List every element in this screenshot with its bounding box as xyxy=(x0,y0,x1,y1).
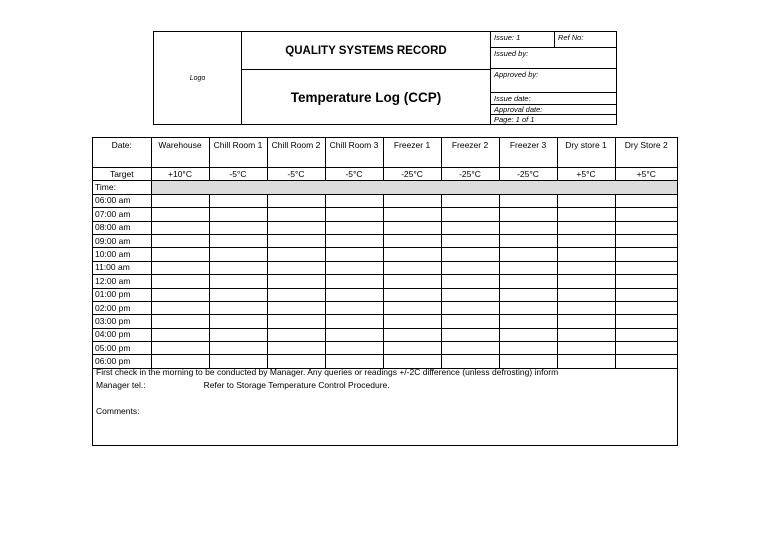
reading-cell[interactable] xyxy=(151,261,209,274)
reading-cell[interactable] xyxy=(615,328,677,341)
reading-cell[interactable] xyxy=(267,248,325,261)
reading-cell[interactable] xyxy=(615,261,677,274)
reading-cell[interactable] xyxy=(383,194,441,207)
reading-cell[interactable] xyxy=(151,342,209,355)
reading-cell[interactable] xyxy=(151,208,209,221)
reading-cell[interactable] xyxy=(557,342,615,355)
ref-no-field: Ref No: xyxy=(554,32,617,48)
comments-label: Comments: xyxy=(96,406,140,416)
logo-label: Logo xyxy=(189,74,206,82)
time-cell: 06:00 am xyxy=(93,194,151,207)
reading-cell[interactable] xyxy=(209,301,267,314)
procedure-reference: Refer to Storage Temperature Control Procedure. xyxy=(203,380,390,390)
table-row xyxy=(93,221,677,234)
document-meta xyxy=(490,32,616,124)
document-header xyxy=(153,31,617,125)
time-cell: 11:00 am xyxy=(93,261,151,274)
target-value: -5°C xyxy=(267,168,325,181)
reading-cell[interactable] xyxy=(499,208,557,221)
table-row xyxy=(93,288,677,301)
target-value: +5°C xyxy=(557,168,615,181)
reading-cell[interactable] xyxy=(499,221,557,234)
reading-cell[interactable] xyxy=(615,208,677,221)
reading-cell[interactable] xyxy=(383,248,441,261)
notes-section xyxy=(93,366,677,418)
reading-cell[interactable] xyxy=(615,301,677,314)
log-grid xyxy=(93,138,677,369)
reading-cell[interactable] xyxy=(325,194,383,207)
reading-cell[interactable] xyxy=(209,275,267,288)
reading-cell[interactable] xyxy=(383,301,441,314)
column-header: Freezer 2 xyxy=(441,138,499,168)
reading-cell[interactable] xyxy=(267,234,325,247)
manager-tel-label: Manager tel.: xyxy=(96,380,146,390)
reading-cell[interactable] xyxy=(499,261,557,274)
reading-cell[interactable] xyxy=(209,261,267,274)
time-cell: 05:00 pm xyxy=(93,342,151,355)
table-row xyxy=(93,342,677,355)
date-label: Date: xyxy=(93,138,151,168)
reading-cell[interactable] xyxy=(209,208,267,221)
reading-cell[interactable] xyxy=(325,261,383,274)
reading-cell[interactable] xyxy=(557,248,615,261)
reading-cell[interactable] xyxy=(615,194,677,207)
reading-cell[interactable] xyxy=(615,342,677,355)
reading-cell[interactable] xyxy=(383,275,441,288)
reading-cell[interactable] xyxy=(267,288,325,301)
table-row xyxy=(93,194,677,207)
reading-cell[interactable] xyxy=(557,301,615,314)
reading-cell[interactable] xyxy=(151,315,209,328)
reading-cell[interactable] xyxy=(383,234,441,247)
target-value: +5°C xyxy=(615,168,677,181)
table-row xyxy=(93,328,677,341)
reading-cell[interactable] xyxy=(267,194,325,207)
table-row xyxy=(93,301,677,314)
table-row xyxy=(93,234,677,247)
reading-cell[interactable] xyxy=(441,208,499,221)
time-cell: 07:00 am xyxy=(93,208,151,221)
reading-cell[interactable] xyxy=(383,261,441,274)
record-title: QUALITY SYSTEMS RECORD xyxy=(242,32,490,70)
reading-cell[interactable] xyxy=(267,208,325,221)
reading-cell[interactable] xyxy=(615,234,677,247)
reading-cell[interactable] xyxy=(615,288,677,301)
target-value: -5°C xyxy=(325,168,383,181)
time-cell: 03:00 pm xyxy=(93,315,151,328)
column-header: Freezer 3 xyxy=(499,138,557,168)
reading-cell[interactable] xyxy=(325,248,383,261)
temperature-log-table xyxy=(92,137,678,446)
reading-cell[interactable] xyxy=(325,315,383,328)
reading-cell[interactable] xyxy=(151,221,209,234)
reading-cell[interactable] xyxy=(151,301,209,314)
reading-cell[interactable] xyxy=(499,328,557,341)
reading-cell[interactable] xyxy=(557,208,615,221)
reading-cell[interactable] xyxy=(209,328,267,341)
reading-cell[interactable] xyxy=(151,194,209,207)
reading-cell[interactable] xyxy=(499,315,557,328)
time-cell: 08:00 am xyxy=(93,221,151,234)
reading-cell[interactable] xyxy=(383,315,441,328)
time-label: Time: xyxy=(93,181,151,194)
reading-cell[interactable] xyxy=(499,301,557,314)
reading-cell[interactable] xyxy=(441,328,499,341)
reading-cell[interactable] xyxy=(267,342,325,355)
reading-cell[interactable] xyxy=(151,288,209,301)
reading-cell[interactable] xyxy=(383,288,441,301)
reading-cell[interactable] xyxy=(441,221,499,234)
reading-cell[interactable] xyxy=(441,194,499,207)
column-header: Chill Room 1 xyxy=(209,138,267,168)
reading-cell[interactable] xyxy=(325,275,383,288)
reading-cell[interactable] xyxy=(151,328,209,341)
table-row xyxy=(93,208,677,221)
reading-cell[interactable] xyxy=(499,194,557,207)
time-cell: 01:00 pm xyxy=(93,288,151,301)
logo-placeholder xyxy=(154,32,242,124)
table-row xyxy=(93,275,677,288)
reading-cell[interactable] xyxy=(151,234,209,247)
reading-cell[interactable] xyxy=(209,288,267,301)
column-header: Dry Store 2 xyxy=(615,138,677,168)
time-cell: 12:00 am xyxy=(93,275,151,288)
reading-cell[interactable] xyxy=(267,261,325,274)
time-cell: 04:00 pm xyxy=(93,328,151,341)
reading-cell[interactable] xyxy=(441,288,499,301)
reading-cell[interactable] xyxy=(267,315,325,328)
reading-cell[interactable] xyxy=(325,342,383,355)
column-header: Chill Room 2 xyxy=(267,138,325,168)
reading-cell[interactable] xyxy=(151,248,209,261)
table-row xyxy=(93,248,677,261)
reading-cell[interactable] xyxy=(383,328,441,341)
reading-cell[interactable] xyxy=(499,248,557,261)
reading-cell[interactable] xyxy=(209,315,267,328)
reading-cell[interactable] xyxy=(209,194,267,207)
reading-cell[interactable] xyxy=(325,328,383,341)
reading-cell[interactable] xyxy=(267,301,325,314)
reading-cell[interactable] xyxy=(383,221,441,234)
time-cell: 09:00 am xyxy=(93,234,151,247)
reading-cell[interactable] xyxy=(267,275,325,288)
reading-cell[interactable] xyxy=(441,261,499,274)
reading-cell[interactable] xyxy=(267,221,325,234)
column-header: Chill Room 3 xyxy=(325,138,383,168)
time-cell: 10:00 am xyxy=(93,248,151,261)
reading-cell[interactable] xyxy=(383,208,441,221)
reading-cell[interactable] xyxy=(209,248,267,261)
reading-cell[interactable] xyxy=(557,234,615,247)
target-value: -25°C xyxy=(383,168,441,181)
reading-cell[interactable] xyxy=(499,234,557,247)
reading-cell[interactable] xyxy=(557,288,615,301)
issued-by-field: Issued by: xyxy=(491,48,617,69)
reading-cell[interactable] xyxy=(557,328,615,341)
page-field: Page: 1 of 1 xyxy=(494,115,535,124)
notes-contact-line xyxy=(96,379,677,392)
reading-cell[interactable] xyxy=(615,248,677,261)
column-header-row xyxy=(93,138,677,168)
target-row xyxy=(93,168,677,181)
target-value: -5°C xyxy=(209,168,267,181)
approved-by-field: Approved by: xyxy=(491,69,617,93)
time-header-shading xyxy=(151,181,677,194)
reading-cell[interactable] xyxy=(441,301,499,314)
approval-date-field: Approval date: xyxy=(491,105,617,115)
reading-cell[interactable] xyxy=(325,301,383,314)
reading-cell[interactable] xyxy=(615,275,677,288)
reading-cell[interactable] xyxy=(441,315,499,328)
table-row xyxy=(93,261,677,274)
target-label: Target xyxy=(93,168,151,181)
target-value: -25°C xyxy=(499,168,557,181)
target-value: +10°C xyxy=(151,168,209,181)
reading-cell[interactable] xyxy=(151,275,209,288)
reading-cell[interactable] xyxy=(557,194,615,207)
issue-date-field: Issue date: xyxy=(491,93,617,105)
log-title: Temperature Log (CCP) xyxy=(290,89,442,105)
reading-cell[interactable] xyxy=(325,234,383,247)
reading-cell[interactable] xyxy=(557,221,615,234)
reading-cell[interactable] xyxy=(441,248,499,261)
time-cell: 02:00 pm xyxy=(93,301,151,314)
reading-cell[interactable] xyxy=(441,275,499,288)
reading-cell[interactable] xyxy=(325,288,383,301)
column-header: Warehouse xyxy=(151,138,209,168)
table-row xyxy=(93,315,677,328)
reading-cell[interactable] xyxy=(557,275,615,288)
notes-instruction: First check in the morning to be conducted by Manager. Any queries or readings +/-2C difference (unless defrosting) inform xyxy=(96,367,559,377)
reading-cell[interactable] xyxy=(209,221,267,234)
reading-cell[interactable] xyxy=(615,221,677,234)
reading-cell[interactable] xyxy=(557,261,615,274)
reading-cell[interactable] xyxy=(557,315,615,328)
reading-cell[interactable] xyxy=(209,234,267,247)
reading-cell[interactable] xyxy=(209,342,267,355)
reading-cell[interactable] xyxy=(441,234,499,247)
reading-cell[interactable] xyxy=(325,221,383,234)
column-header: Freezer 1 xyxy=(383,138,441,168)
reading-cell[interactable] xyxy=(499,342,557,355)
column-header: Dry store 1 xyxy=(557,138,615,168)
reading-cell[interactable] xyxy=(499,275,557,288)
target-value: -25°C xyxy=(441,168,499,181)
reading-cell[interactable] xyxy=(383,342,441,355)
time-cell: 06:00 pm xyxy=(93,355,151,368)
issue-field: Issue: 1 xyxy=(491,32,617,48)
reading-cell[interactable] xyxy=(441,342,499,355)
reading-cell[interactable] xyxy=(615,315,677,328)
reading-cell[interactable] xyxy=(325,208,383,221)
reading-cell[interactable] xyxy=(499,288,557,301)
time-header-row xyxy=(93,181,677,194)
reading-cell[interactable] xyxy=(267,328,325,341)
